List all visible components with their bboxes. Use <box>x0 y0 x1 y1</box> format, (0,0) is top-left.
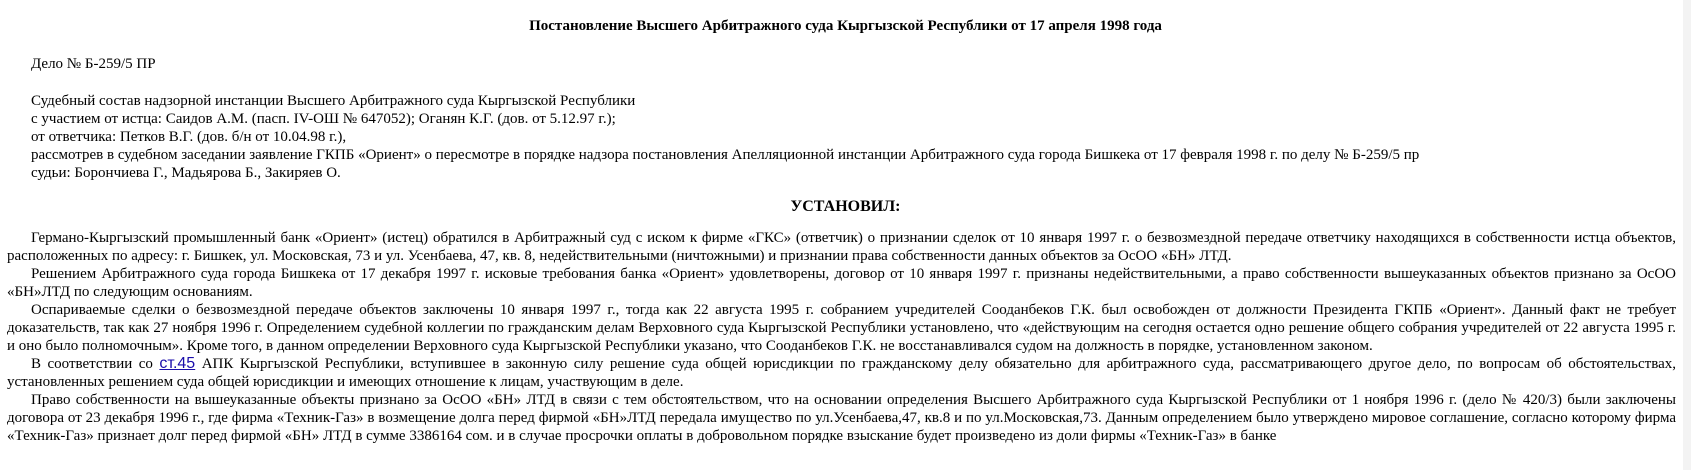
header-line: от ответчика: Петков В.Г. (дов. б/н от 10.04.98 г.), <box>31 129 347 145</box>
paragraph: Оспариваемые сделки о безвозмездной передаче объектов заключены 10 января 1997 г., тогда как 22 августа 1995 г. собранием учредителей Сооданбеков Г.К. был освобожден от должности Президента ГКПБ «Ориент». Данный факт не требует доказательств, так как 27 ноября 1996 г. Определением судебной коллегии по гражданским делам Верховного суда Кыргызской Республики установлено, что «действующим на сегодня остается одно решение общего собрания учредителей от 22 августа 1995 г. и оно было полномочным». Кроме того, в данном определении Верховного суда Кыргызской Республики указано, что Сооданбеков Г.К. не восстанавливался судом на должность в порядке, установленном законом. <box>7 302 1676 354</box>
paragraph: Решением Арбитражного суда города Бишкека от 17 декабря 1997 г. исковые требования банка «Ориент» удовлетворены, договор от 10 января 1997 г. признаны недействительными, а право собственности вышеуказанных объектов признано за ОсОО «БН»ЛТД по следующим основаниям. <box>7 266 1676 300</box>
paragraph-text: В соответствии со <box>31 356 160 372</box>
article-45-link[interactable]: ст.45 <box>159 355 196 372</box>
header-block <box>31 92 1419 182</box>
header-line: рассмотрев в судебном заседании заявление ГКПБ «Ориент» о пересмотре в порядке надзора постановления Апелляционной инстанции Арбитражного суда города Бишкека от 17 февраля 1998 г. по делу № Б-259/5 пр <box>31 147 1420 163</box>
paragraph-text: АПК Кыргызской Республики, вступившее в законную силу решение суда общей юрисдикции по гражданскому делу обязательно для арбитражного суда, рассматривающего другое дело, по вопросам об обстоятельствах, установленных решением суда общей юрисдикции и имеющих отношение к лицам, участвующим в деле. <box>7 356 1677 390</box>
header-line: судьи: Борончиева Г., Мадьярова Б., Закиряев О. <box>31 165 341 181</box>
established-heading: УСТАНОВИЛ: <box>790 198 901 215</box>
paragraph <box>7 355 1676 391</box>
document-title: Постановление Высшего Арбитражного суда Кыргызской Республики от 17 апреля 1998 года <box>529 18 1162 34</box>
scrollbar[interactable] <box>1683 0 1691 470</box>
case-number: Дело № Б-259/5 ПР <box>31 56 156 72</box>
header-line: Судебный состав надзорной инстанции Высшего Арбитражного суда Кыргызской Республики <box>31 93 636 109</box>
header-line: с участием от истца: Саидов А.М. (пасп. IV-ОШ № 647052); Оганян К.Г. (дов. от 5.12.97 г.); <box>31 111 616 127</box>
document-body <box>7 229 1676 445</box>
paragraph: Право собственности на вышеуказанные объекты признано за ОсОО «БН» ЛТД в связи с тем обстоятельством, что на основании определения Высшего Арбитражного суда Кыргызской Республики от 1 ноября 1996 г. (дело № 420/3) были заключены договора от 23 декабря 1996 г., где фирма «Техник-Газ» в возмещение долга перед фирмой «БН»ЛТД передала имущество по ул.Усенбаева,47, кв.8 и по ул.Московская,73. Данным определением было утверждено мировое соглашение, согласно которому фирма «Техник-Газ» признает долг перед фирмой «БН» ЛТД в сумме 3386164 сом. и в случае просрочки оплаты в добровольном порядке взыскание будет произведено из доли фирмы «Техник-Газ» в банке <box>7 392 1676 444</box>
paragraph: Германо-Кыргызский промышленный банк «Ориент» (истец) обратился в Арбитражный суд с иском к фирме «ГКС» (ответчик) о признании сделок от 10 января 1997 г. о безвозмездной передаче ответчику находящихся в собственности истца объектов, расположенных по адресу: г. Бишкек, ул. Московская, 73 и ул. Усенбаева, 47, кв. 8, недействительными (ничтожными) и признании права собственности данных объектов за ОсОО «БН» ЛТД. <box>7 230 1676 264</box>
